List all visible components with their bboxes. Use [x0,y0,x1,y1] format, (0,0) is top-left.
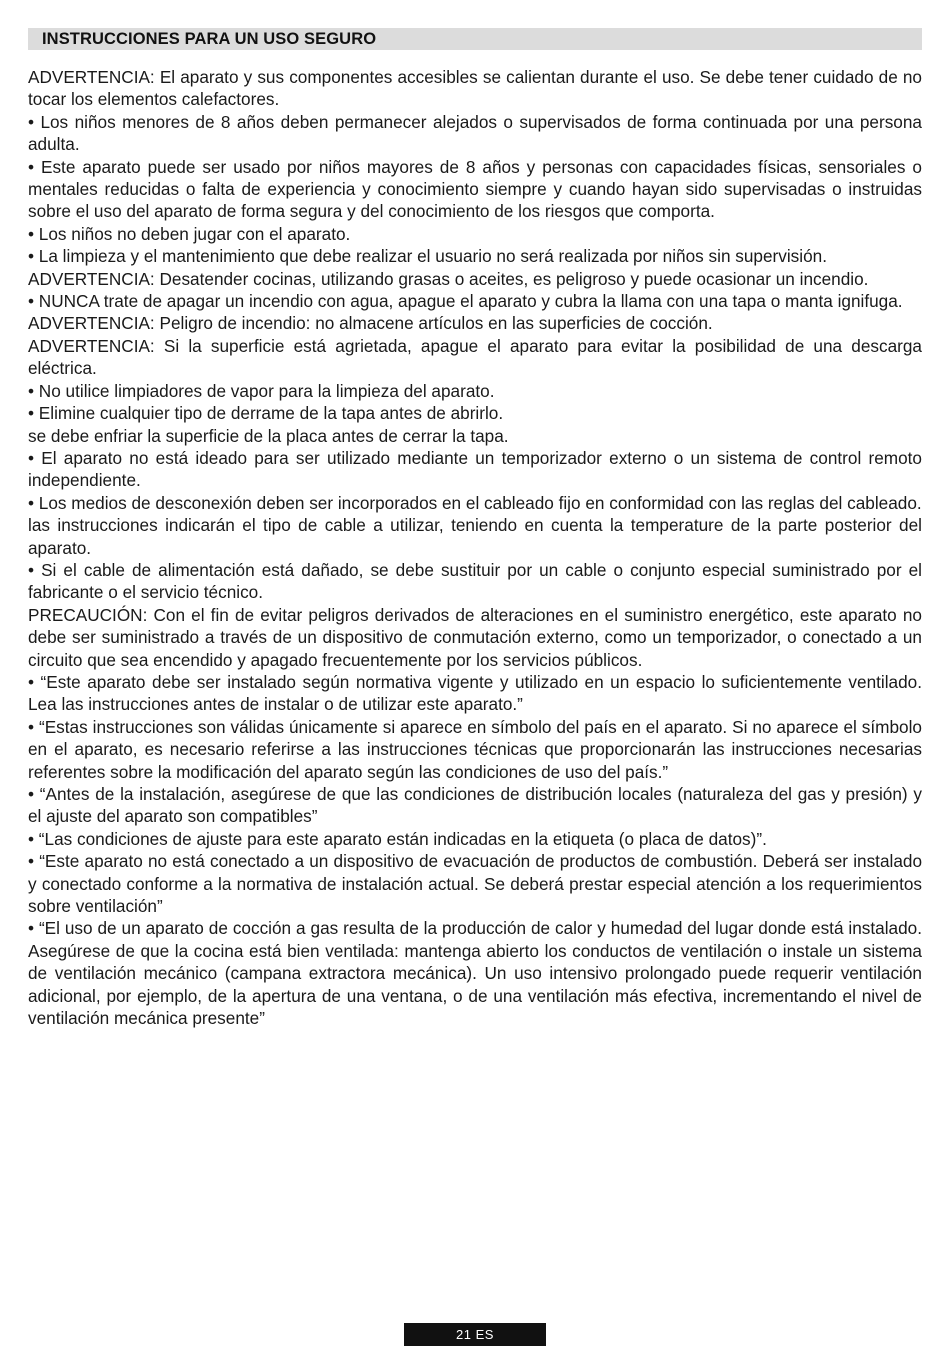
paragraph: • No utilice limpiadores de vapor para la limpieza del aparato. [28,380,495,401]
paragraph: • NUNCA trate de apagar un incendio con agua, apague el aparato y cubra la llama con una tapa o manta ignifuga. [28,291,903,312]
paragraph: • “Antes de la instalación, asegúrese de que las condiciones de distribución locales (naturaleza del gas y presión) y el ajuste del aparato son compatibles” [28,784,922,827]
paragraph: las instrucciones indicarán el tipo de cable a utilizar, teniendo en cuenta la temperature de la parte posterior del aparato. [28,515,922,558]
paragraph: • Los medios de desconexión deben ser incorporados en el cableado fijo en conformidad con las reglas del cableado. [28,492,922,513]
paragraph: • “Las condiciones de ajuste para este aparato están indicadas en la etiqueta (o placa de datos)”. [28,828,767,849]
paragraph: ADVERTENCIA: Desatender cocinas, utilizando grasas o aceites, es peligroso y puede ocasionar un incendio. [28,268,869,289]
paragraph: • “Este aparato no está conectado a un dispositivo de evacuación de productos de combustión. Deberá ser instalado y conectado conforme a la normativa de instalación actual. Se deberá prestar especial atención a los requerimientos sobre ventilación” [28,851,922,917]
paragraph: • “Estas instrucciones son válidas únicamente si aparece en símbolo del país en el aparato. Si no aparece el símbolo en el aparato, es necesario referirse a las instrucciones técnicas que proporcionarán las instrucciones necesarias referentes sobre la modificación del aparato según las condiciones de uso del país.” [28,716,922,782]
paragraph: se debe enfriar la superficie de la placa antes de cerrar la tapa. [28,425,509,446]
page-number-badge: 21 ES [404,1323,546,1346]
instructions-body [28,66,922,1029]
paragraph: ADVERTENCIA: Peligro de incendio: no almacene artículos en las superficies de cocción. [28,313,713,334]
paragraph: • “Este aparato debe ser instalado según normativa vigente y utilizado en un espacio lo suficientemente ventilado. Lea las instrucciones antes de instalar o de utilizar este aparato.” [28,671,922,715]
paragraph: • El aparato no está ideado para ser utilizado mediante un temporizador externo o un sistema de control remoto independiente. [28,447,922,491]
paragraph: PRECAUCIÓN: Con el fin de evitar peligros derivados de alteraciones en el suministro energético, este aparato no debe ser suministrado a través de un dispositivo de conmutación externo, como un temporizador, o conectado a un circuito que sea encendido y apagado frecuentemente por los servicios públicos. [28,604,922,670]
paragraph: • Los niños menores de 8 años deben permanecer alejados o supervisados de forma continuada por una persona adulta. [28,111,922,155]
paragraph: • Este aparato puede ser usado por niños mayores de 8 años y personas con capacidades físicas, sensoriales o mentales reducidas o falta de experiencia y conocimiento siempre y cuando hayan sido supervisadas o instruidas sobre el uso del aparato de forma segura y del conocimiento de los riesgos que comporta. [28,156,922,222]
paragraph: • Si el cable de alimentación está dañado, se debe sustituir por un cable o conjunto especial suministrado por el fabricante o el servicio técnico. [28,559,922,603]
paragraph: ADVERTENCIA: El aparato y sus componentes accesibles se calientan durante el uso. Se debe tener cuidado de no tocar los elementos calefactores. [28,67,922,110]
paragraph: • Los niños no deben jugar con el aparato. [28,223,351,244]
paragraph: • La limpieza y el mantenimiento que debe realizar el usuario no será realizada por niños sin supervisión. [28,246,827,267]
paragraph: • “El uso de un aparato de cocción a gas resulta de la producción de calor y humedad del lugar donde está instalado. Asegúrese de que la cocina está bien ventilada: mantenga abierto los conductos de ventilación o instale un sistema de ventilación mecánico (campana extractora mecánica). Un uso intensivo prolongado puede requerir ventilación adicional, por ejemplo, de la apertura de una ventana, o de una ventilación más efectiva, incrementando el nivel de ventilación mecánica presente” [28,918,922,1029]
paragraph: ADVERTENCIA: Si la superficie está agrietada, apague el aparato para evitar la posibilidad de una descarga eléctrica. [28,335,922,379]
paragraph: • Elimine cualquier tipo de derrame de la tapa antes de abrirlo. [28,403,504,424]
section-title: INSTRUCCIONES PARA UN USO SEGURO [28,28,922,50]
